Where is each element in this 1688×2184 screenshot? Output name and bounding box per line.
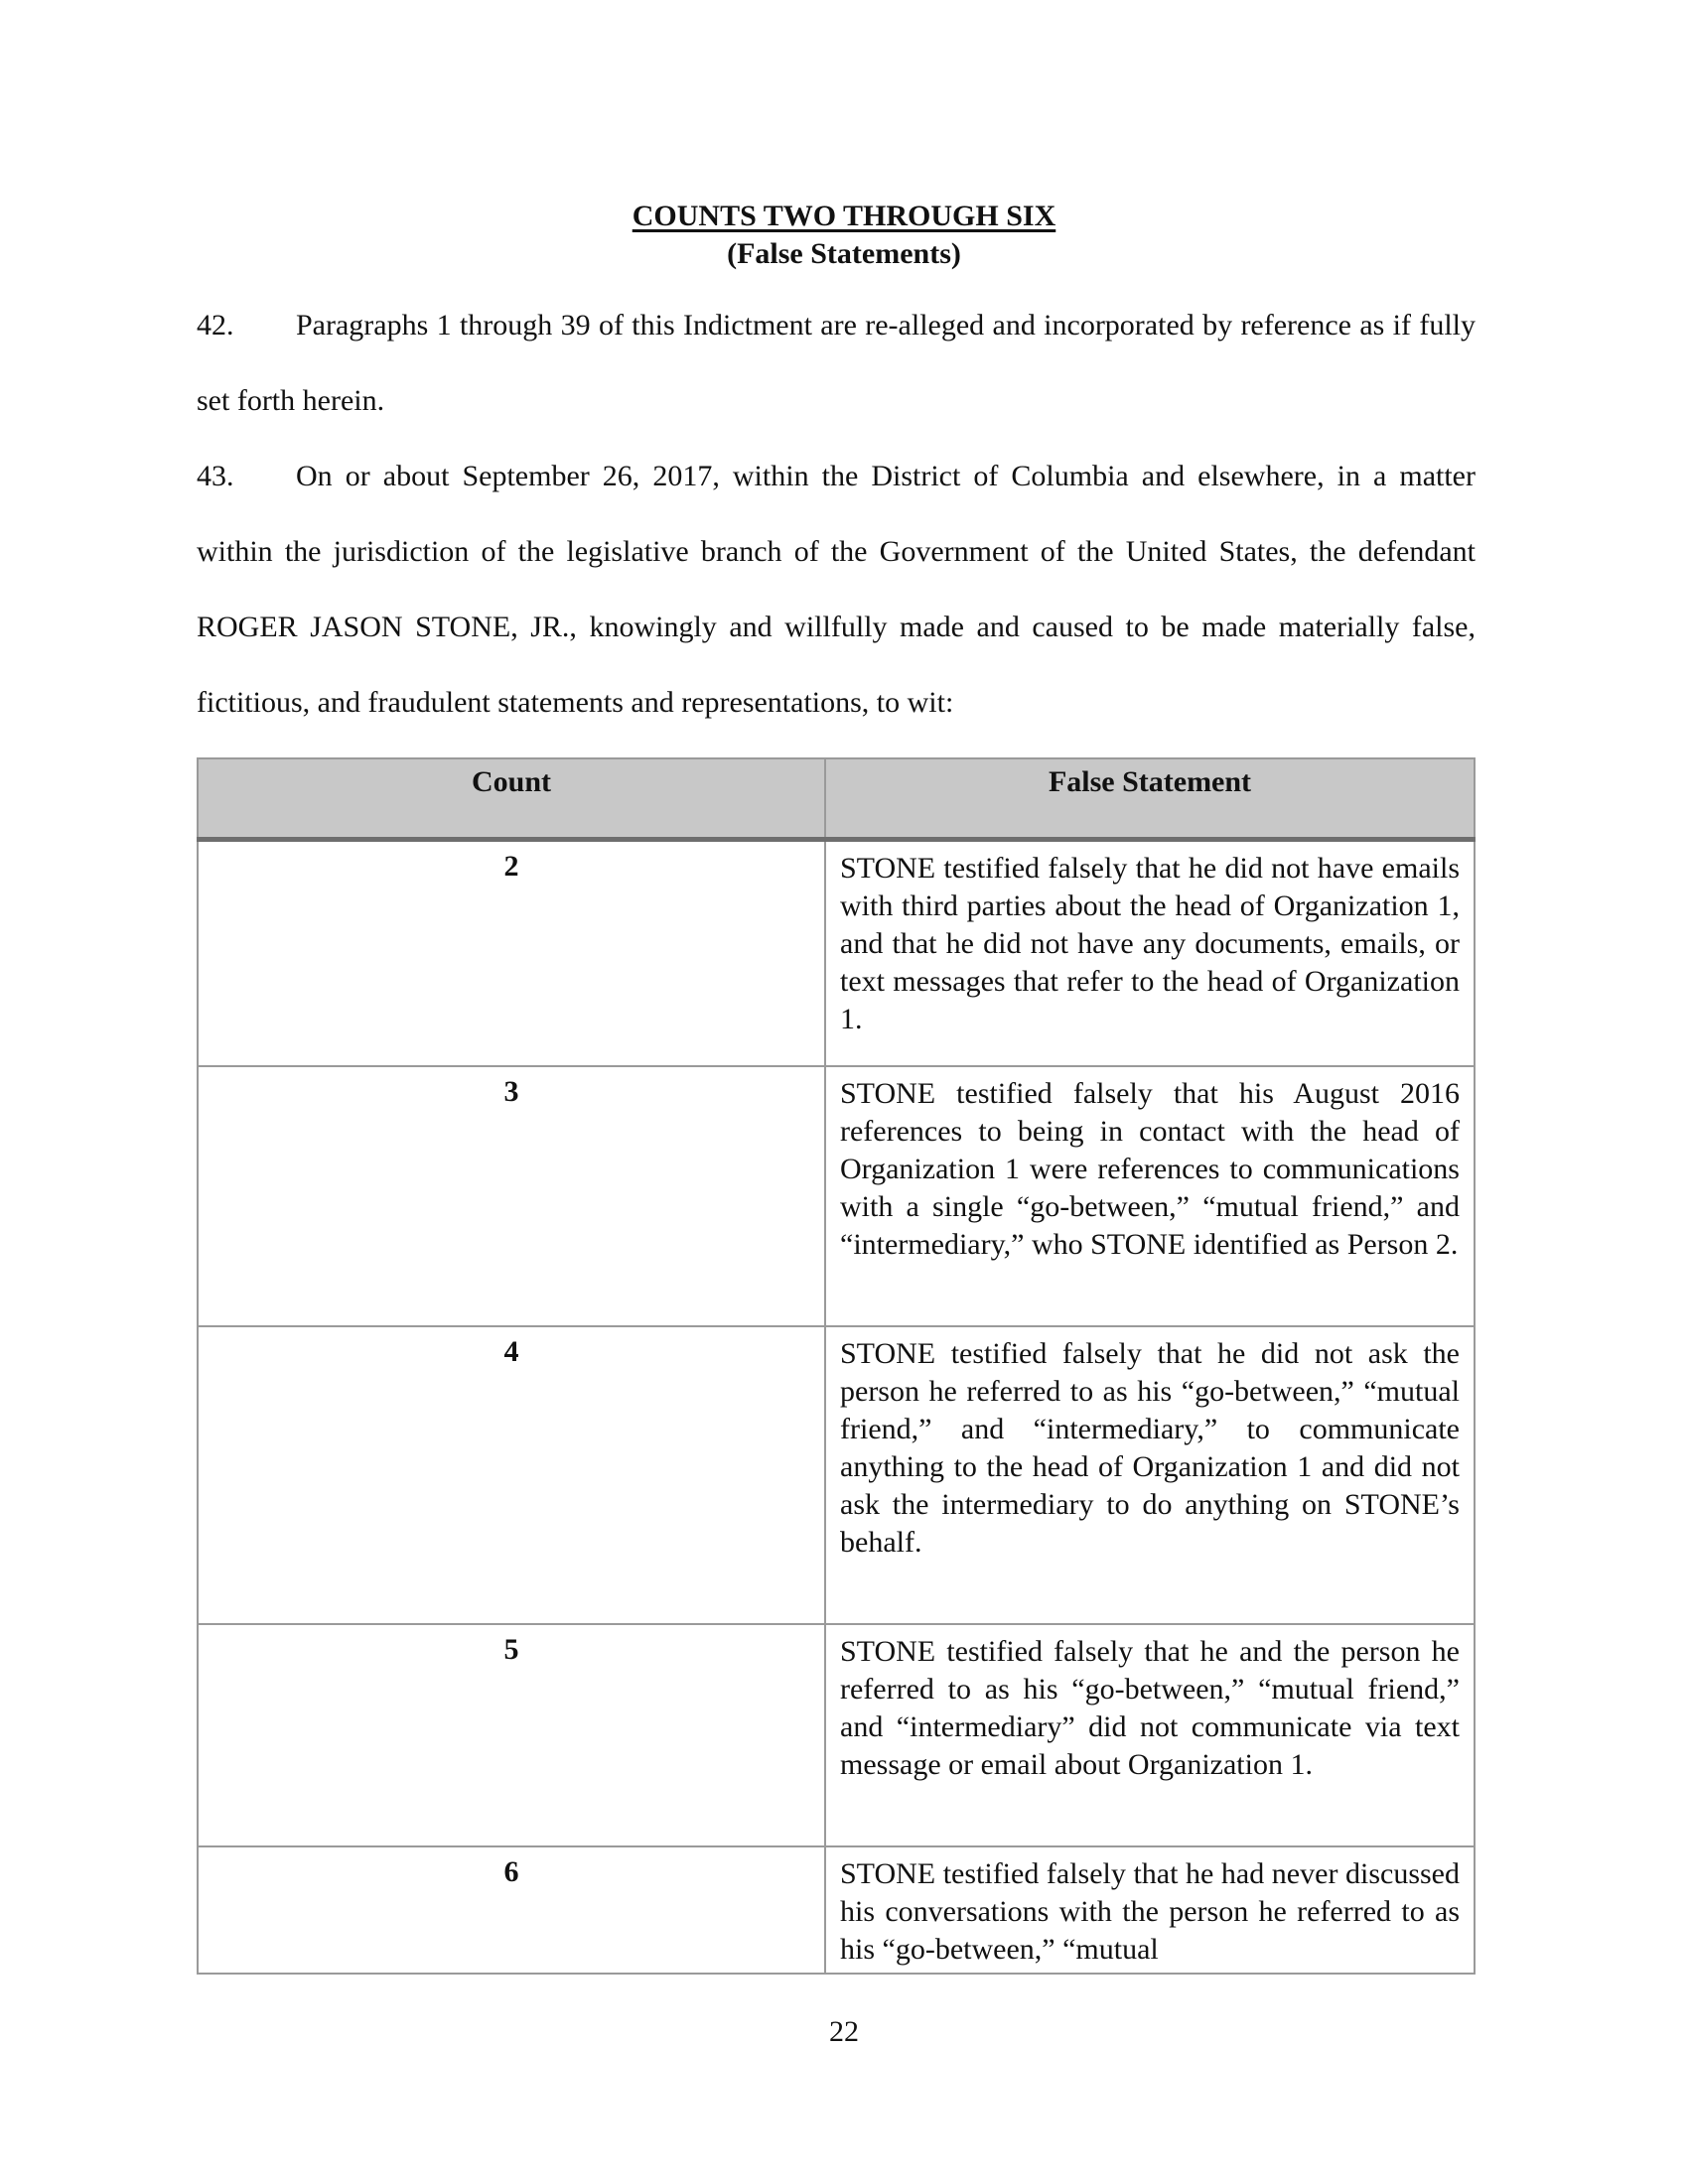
statement-cell: STONE testified falsely that his August 2016 references to being in contact with the head of Organization 1 were references to communications with a single “go-between,” “mutual friend,” and “intermediary,” who STONE identified as Person 2. <box>825 1066 1475 1326</box>
section-subtitle: (False Statements) <box>727 237 961 270</box>
column-header-count: Count <box>198 758 825 840</box>
page-number: 22 <box>829 2015 859 2048</box>
count-cell: 6 <box>198 1846 825 1974</box>
count-cell: 3 <box>198 1066 825 1326</box>
paragraph-43 <box>197 439 1476 741</box>
count-cell: 4 <box>198 1326 825 1624</box>
table-row <box>198 1624 1475 1846</box>
table-header-row <box>198 758 1475 840</box>
false-statements-table <box>197 757 1476 1975</box>
table-row <box>198 1326 1475 1624</box>
statement-cell: STONE testified falsely that he and the person he referred to as his “go-between,” “mutual friend,” and “intermediary” did not communicate via text message or email about Organization 1. <box>825 1624 1475 1846</box>
section-title: COUNTS TWO THROUGH SIX <box>632 200 1056 232</box>
paragraph-text: On or about September 26, 2017, within the District of Columbia and elsewhere, in a matter within the jurisdiction of the legislative branch of the Government of the United States, the defendant ROGER JASON STONE, JR., knowingly and willfully made and caused to be made materially false, fictitious, and fraudulent statements and representations, to wit: <box>197 460 1476 719</box>
statement-cell: STONE testified falsely that he did not have emails with third parties about the head of Organization 1, and that he did not have any documents, emails, or text messages that refer to the head of Organization 1. <box>825 840 1475 1066</box>
paragraph-number: 42. <box>197 309 234 341</box>
column-header-false-statement: False Statement <box>825 758 1475 840</box>
paragraph-text: Paragraphs 1 through 39 of this Indictment are re-alleged and incorporated by reference as if fully set forth herein. <box>197 309 1476 417</box>
table-row <box>198 1846 1475 1974</box>
paragraph-42 <box>197 288 1476 439</box>
paragraph-number: 43. <box>197 460 234 492</box>
count-cell: 5 <box>198 1624 825 1846</box>
table-row <box>198 1066 1475 1326</box>
count-cell: 2 <box>198 840 825 1066</box>
statement-cell: STONE testified falsely that he had never discussed his conversations with the person he referred to as his “go-between,” “mutual <box>825 1846 1475 1974</box>
table-row <box>198 840 1475 1066</box>
statement-cell: STONE testified falsely that he did not ask the person he referred to as his “go-between,” “mutual friend,” and “intermediary,” to communicate anything to the head of Organization 1 and did not ask the intermediary to do anything on STONE’s behalf. <box>825 1326 1475 1624</box>
